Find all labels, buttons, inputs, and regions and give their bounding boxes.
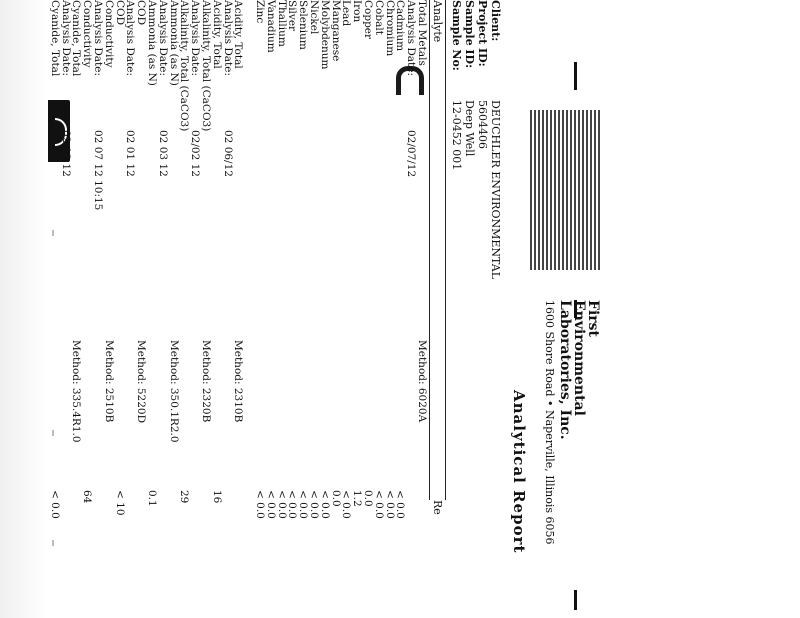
scan-speck xyxy=(52,230,54,236)
analyte-cell: Acidity, Total xyxy=(210,0,223,69)
table-rule xyxy=(429,0,430,500)
sample-id-value: Deep Well xyxy=(463,100,476,157)
analyte-cell: Iron xyxy=(351,0,364,23)
result-column-header: Re xyxy=(431,500,444,515)
result-cell: < 0.0 xyxy=(297,490,310,519)
project-id-label: Project ID: xyxy=(476,0,489,67)
result-cell: 0.0 xyxy=(329,490,342,507)
analysis-date-cell: 02 07 12 10:15 xyxy=(92,130,104,211)
analyte-cell: Conductivity xyxy=(102,0,115,68)
analyte-cell: Nickel xyxy=(308,0,320,35)
analyte-cell: Molybdenum xyxy=(318,0,331,70)
result-cell: 0.0 xyxy=(362,490,374,507)
company-logo xyxy=(530,110,600,270)
analyte-cell: COD xyxy=(135,0,148,26)
method-cell: Method: 350.1R2.0 xyxy=(167,340,180,443)
analysis-date-cell: 02 06/12 xyxy=(221,130,234,177)
result-cell: < 0.0 xyxy=(286,490,299,519)
analyte-cell: Analysis Date: xyxy=(59,0,72,77)
result-cell: < 0.0 xyxy=(264,490,277,519)
sample-id-label: Sample ID: xyxy=(463,0,476,69)
analyte-cell: Selenium xyxy=(297,0,310,50)
sample-no-value: 12-0452 001 xyxy=(450,100,463,171)
analysis-date-cell: 02 01 12 xyxy=(124,130,137,177)
analyte-cell: COD xyxy=(113,0,126,26)
analyte-cell: Analysis Date: xyxy=(156,0,169,77)
analyte-cell: Ammonia (as N) xyxy=(146,0,158,86)
result-cell: < 0.0 xyxy=(394,490,407,519)
analyte-cell: Thallium xyxy=(275,0,288,47)
analysis-date-cell: 02/02 12 xyxy=(189,130,202,177)
analyte-cell: Silver xyxy=(286,0,299,32)
analyte-cell: Cobalt xyxy=(372,0,385,35)
analyte-cell: Cadmium xyxy=(394,0,407,52)
analyte-cell: Manganese xyxy=(329,0,342,62)
client-label: Client: xyxy=(489,0,502,42)
result-cell: < 0.0 xyxy=(383,490,396,519)
analyte-cell: Total Metals xyxy=(416,0,428,66)
analyte-cell: Analysis Date: xyxy=(92,0,104,77)
analysis-date-cell: 02/07/12 xyxy=(405,130,418,178)
result-cell: < 0.0 xyxy=(308,490,320,519)
analyte-cell: Alkalinity, Total (CaCO3) xyxy=(178,0,191,132)
company-name xyxy=(558,300,600,440)
result-cell: < 0.0 xyxy=(340,490,353,519)
analyte-cell: Analysis Date: xyxy=(124,0,137,77)
analyte-cell: Acidity, Total xyxy=(232,0,245,69)
company-address: 1600 Shore Road • Naperville, Illinois 6056 xyxy=(543,300,556,545)
company-name-line1: First xyxy=(585,300,601,337)
method-cell: Method: 5220D xyxy=(135,340,148,424)
analyte-cell: Analysis Date: xyxy=(221,0,234,77)
method-cell: Method: 6020A xyxy=(416,340,428,423)
method-cell: Method: 335.4R1.0 xyxy=(70,340,83,443)
table-rule xyxy=(445,0,446,500)
result-cell: < 0.0 xyxy=(275,490,288,519)
result-cell: < 0.0 xyxy=(372,490,385,519)
result-cell: < 0.0 xyxy=(254,490,266,519)
analyte-cell: Chromium xyxy=(383,0,396,57)
analyte-cell: Ammonia (as N) xyxy=(167,0,180,86)
result-cell: < 10 xyxy=(113,490,126,516)
method-cell: Method: 2320B xyxy=(200,340,212,423)
result-cell: 29 xyxy=(178,490,191,504)
company-name-line3: Laboratories, Inc. xyxy=(557,300,573,440)
analysis-date-cell: 02 03 12 xyxy=(156,130,169,177)
scan-edge-shadow xyxy=(0,0,48,618)
analyte-cell: Zinc xyxy=(254,0,266,24)
scan-speck xyxy=(52,430,54,436)
result-cell: 64 xyxy=(81,490,94,504)
result-cell: 16 xyxy=(210,490,223,504)
analyte-cell: Analysis Date: xyxy=(189,0,202,77)
analyte-cell: Analysis Date: xyxy=(405,0,418,77)
project-id-value: 5604406 xyxy=(476,100,489,149)
scan-speck xyxy=(52,540,54,546)
report-title: Analytical Report xyxy=(510,390,528,554)
result-cell: < 0.0 xyxy=(318,490,331,519)
analyte-cell: Lead xyxy=(340,0,353,27)
analysis-date-cell: 02 03 12 xyxy=(59,130,72,177)
analyte-cell: Copper xyxy=(362,0,374,40)
method-cell: Method: 2510B xyxy=(102,340,115,423)
result-cell: 1.2 xyxy=(351,490,364,507)
result-cell: 0.1 xyxy=(146,490,158,507)
analyte-cell: Vanadium xyxy=(264,0,277,53)
analyte-column-header: Analyte xyxy=(431,0,444,43)
rotated-report-page xyxy=(48,0,612,618)
analyte-cell: Alkalinity, Total (CaCO3) xyxy=(200,0,212,132)
company-name-line2: Environmental xyxy=(571,300,587,416)
analyte-cell: Cyanide, Total xyxy=(48,0,61,77)
analyte-cell: Conductivity xyxy=(81,0,94,68)
client-value: DEUCHLER ENVIRONMENTAL xyxy=(489,100,502,280)
result-cell: < 0.0 xyxy=(48,490,61,519)
method-cell: Method: 2310B xyxy=(232,340,245,423)
analyte-cell: Cyanide, Total xyxy=(70,0,83,77)
sample-no-label: Sample No: xyxy=(450,0,463,71)
